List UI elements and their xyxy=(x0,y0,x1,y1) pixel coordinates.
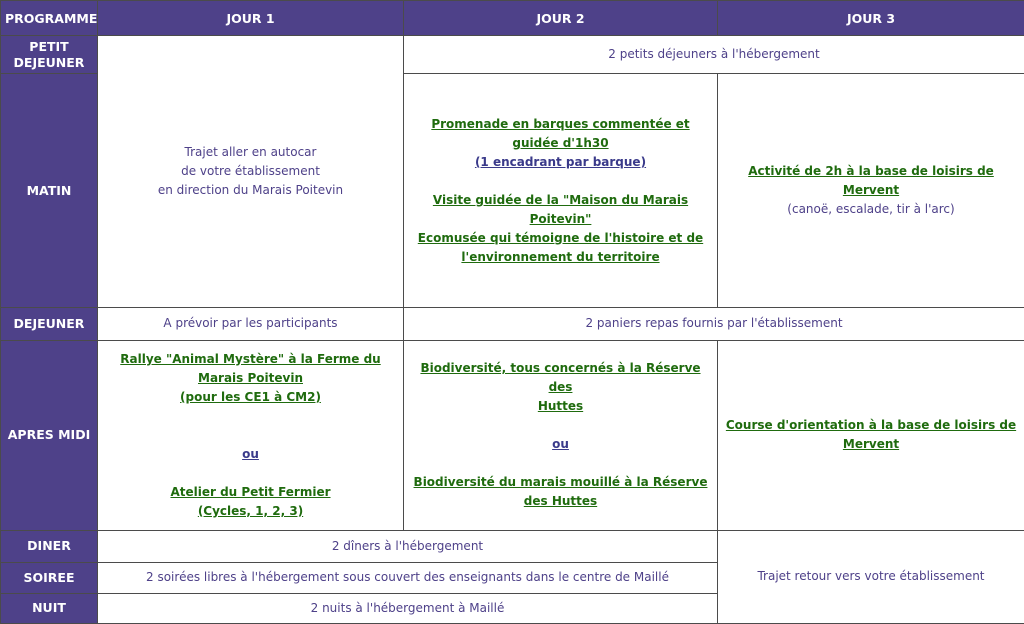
row-apres-midi xyxy=(1,340,1024,530)
cell-matin-jour1 xyxy=(98,36,404,308)
course-orientation-line2[interactable]: Mervent xyxy=(842,437,900,452)
promenade-barques-line1[interactable]: Promenade en barques commentée et xyxy=(431,116,690,131)
ecomusee-line1[interactable]: Ecomusée qui témoigne de l'histoire et de xyxy=(417,230,704,245)
rallye-line1[interactable]: Rallye "Animal Mystère" à la Ferme du xyxy=(120,351,381,366)
trajet-aller-line1: Trajet aller en autocar xyxy=(184,145,317,160)
cell-petit-dejeuner-j2j3: 2 petits déjeuners à l'hébergement xyxy=(404,36,1024,74)
cell-retour-jour3: Trajet retour vers votre établissement xyxy=(718,530,1024,623)
or-link-jour1[interactable]: ou xyxy=(242,446,259,461)
cell-apres-midi-jour1 xyxy=(98,340,404,530)
header-programme: PROGRAMME xyxy=(1,1,98,36)
label-diner: DINER xyxy=(1,530,98,562)
row-petit-dejeuner xyxy=(1,36,1024,74)
label-soiree: SOIREE xyxy=(1,562,98,593)
activite-mervent-line2[interactable]: Mervent xyxy=(842,183,900,198)
label-nuit: NUIT xyxy=(1,593,98,623)
spacer xyxy=(102,464,399,483)
biodiversite-marais-line2[interactable]: des Huttes xyxy=(523,494,598,509)
ecomusee-line2[interactable]: l'environnement du territoire xyxy=(461,249,660,264)
trajet-aller-line3: en direction du Marais Poitevin xyxy=(157,183,344,198)
header-jour-2: JOUR 2 xyxy=(404,1,718,36)
activite-mervent-note: (canoë, escalade, tir à l'arc) xyxy=(787,202,955,217)
cell-matin-jour3 xyxy=(718,74,1024,308)
cell-diner-j1j2: 2 dîners à l'hébergement xyxy=(98,530,718,562)
rallye-line3[interactable]: (pour les CE1 à CM2) xyxy=(180,389,321,404)
header-jour-3: JOUR 3 xyxy=(718,1,1024,36)
cell-apres-midi-jour3 xyxy=(718,340,1024,530)
spacer xyxy=(408,416,713,435)
atelier-line1[interactable]: Atelier du Petit Fermier xyxy=(170,484,331,499)
course-orientation-line1[interactable]: Course d'orientation à la base de loisirs de xyxy=(725,418,1017,433)
encadrant-note[interactable]: (1 encadrant par barque) xyxy=(474,154,647,169)
spacer xyxy=(408,172,713,191)
cell-dejeuner-jour1: A prévoir par les participants xyxy=(98,308,404,340)
cell-nuit-j1j2: 2 nuits à l'hébergement à Maillé xyxy=(98,593,718,623)
biodiversite-huttes-line2[interactable]: Huttes xyxy=(537,399,584,414)
label-apres-midi: APRES MIDI xyxy=(1,340,98,530)
label-dejeuner: DEJEUNER xyxy=(1,308,98,340)
cell-apres-midi-jour2 xyxy=(404,340,718,530)
rallye-line2[interactable]: Marais Poitevin xyxy=(198,370,303,385)
atelier-line2[interactable]: (Cycles, 1, 2, 3) xyxy=(197,503,304,518)
activite-mervent-line1[interactable]: Activité de 2h à la base de loisirs de xyxy=(748,164,994,179)
promenade-barques-line2[interactable]: guidée d'1h30 xyxy=(512,135,609,150)
or-link-jour2[interactable]: ou xyxy=(552,437,569,452)
trajet-aller-line2: de votre établissement xyxy=(181,164,320,179)
spacer xyxy=(408,454,713,473)
cell-soiree-j1j2: 2 soirées libres à l'hébergement sous couvert des enseignants dans le centre de Maillé xyxy=(98,562,718,593)
header-jour-1: JOUR 1 xyxy=(98,1,404,36)
row-dejeuner xyxy=(1,308,1024,340)
biodiversite-huttes-line1[interactable]: Biodiversité, tous concernés à la Réserve des xyxy=(420,361,701,395)
label-petit-dejeuner: PETIT DEJEUNER xyxy=(1,36,98,74)
spacer xyxy=(102,407,399,426)
label-matin: MATIN xyxy=(1,74,98,308)
visite-maison-line1[interactable]: Visite guidée de la "Maison du Marais xyxy=(432,192,689,207)
row-diner xyxy=(1,530,1024,562)
cell-dejeuner-j2j3: 2 paniers repas fournis par l'établissement xyxy=(404,308,1024,340)
biodiversite-marais-line1[interactable]: Biodiversité du marais mouillé à la Réserve xyxy=(413,475,708,490)
spacer xyxy=(102,426,399,445)
cell-matin-jour2 xyxy=(404,74,718,308)
header-row xyxy=(1,1,1024,36)
visite-maison-line2[interactable]: Poitevin" xyxy=(529,211,592,226)
